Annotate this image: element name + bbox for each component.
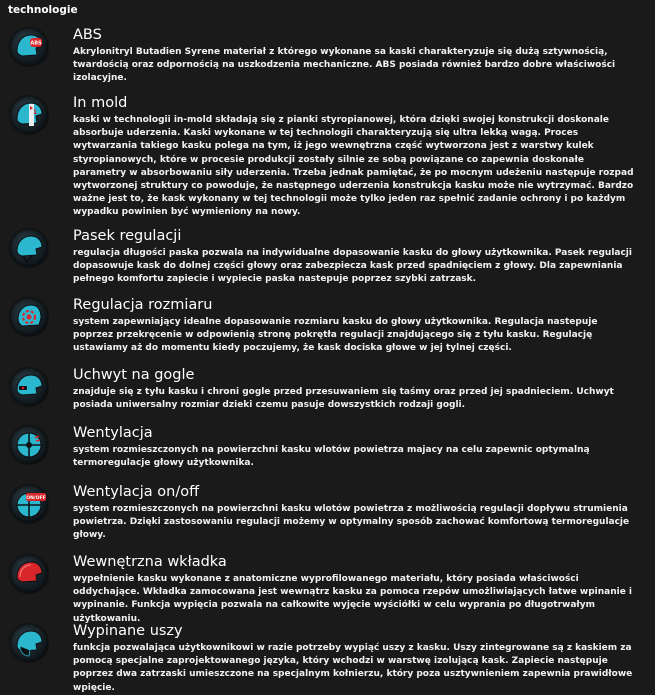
tech-title: Wypinane uszy: [73, 623, 183, 639]
tech-description: kaski w technologii in-mold składają się z pianki styropianowej, która dzięki swojej konstrukcji doskonale absorbuje uderzenia. Kaski wykonane w tej technologii charakteryzują się ultra lekką wagą. Proces wytwarzania takiego kasku polega na tym, iż jego wewnętrzna część wytworzona jest z warstwy kulek styropianowych, które w procesie produkcji zostały silnie ze sobą powiązane co zapewnia doskonałe parametry w absorbowaniu siły uderzenia. Trzeba jednak pamiętać, że po mocnym udeżeniu następuje rozpad wytworzonej struktury co powoduje, że następnego uderzenia konstrukcja kasku może nie wytrzymać. Bardzo ważne jest to, że kask wykonany w tej technologii może tylko jeden raz spełnić zadanie ochrony i po każdym wypadku powinien być wymieniony na nowy.: [73, 115, 634, 218]
tech-title: Wentylacja: [73, 425, 153, 441]
tech-description: funkcja pozwalająca użytkownikowi w razie potrzeby wypiąć uszy z kasku. Uszy zintegrowane są z kaskiem za pomocą specjalne zaprojektowanego języka, który wchodzi w warstwę izolującą kask. Zapiecie następuje poprzez dwa zatrzaski umieszczone na specjalnym kołnierzu, który poza usztywnieniem zapewnia prawidłowe wpięcie.: [73, 643, 633, 693]
tech-description: wypełnienie kasku wykonane z anatomiczne wyprofilowanego materiału, który posiada właściwości oddychające. Wkładka zamocowana jest wewnątrz kasku za pomoca rzepów umożliwiających łatwe wpinanie i wypinanie. Funkcja wypięcia pozwala na całkowite wyjęcie wyściółki w celu wyprania po długotrwałym użytkowaniu.: [73, 574, 633, 624]
helmet-inmold-icon: [10, 96, 48, 134]
svg-text:1: 1: [33, 109, 38, 116]
tech-description: system rozmieszczonych na powierzchni kasku wlotów powietrza z możliwością regulacji dopływu strumienia powietrza. Dzięki zastosowaniu regulacji możemy w optymalny sposób zachować komfortową termoregulacje głowy.: [73, 504, 630, 541]
tech-description: regulacja długości paska pozwala na indywidualne dopasowanie kasku do głowy użytkownika. Pasek regulacji dopasowuje kask do dolnej części głowy oraz zabezpiecza kask przed spadnięciem z głowy. Dla zapewniania pełnego komfortu zapiecie i wypiecie paska nastepuje poprzez szybki zatrzask.: [73, 248, 632, 285]
tech-title: Regulacja rozmiaru: [73, 297, 213, 313]
onoff-badge: ON/OFF: [26, 496, 46, 501]
tech-title: Wewnętrzna wkładka: [73, 554, 227, 570]
helmet-strap-icon: [10, 229, 48, 267]
tech-title: In mold: [73, 95, 128, 111]
tech-title: Pasek regulacji: [73, 228, 182, 244]
tech-title: Wentylacja on/off: [73, 484, 200, 500]
tech-title: ABS: [73, 27, 102, 43]
helmet-liner-icon: [10, 555, 48, 593]
abs-badge: ABS: [30, 40, 42, 47]
tech-description: system rozmieszczonych na powierzchni kasku wlotów powietrza majacy na celu zapewnic optymalną termoregulacje głowy użytkownika.: [73, 445, 590, 469]
tech-title: Uchwyt na gogle: [73, 367, 195, 383]
helmet-vent-icon: [10, 426, 48, 464]
tech-description: system zapewniający idealne dopasowanie rozmiaru kasku do głowy użytkownika. Regulacja nastepuje poprzez przekręcenie w odpowienią stronę pokrętła regulacji znajdującego się z tyłu kasku. Regulację ustawiamy aż do momentu kiedy poczujemy, że kask dociska głowe w jej tylnej części.: [73, 317, 598, 354]
tech-description: znajduje się z tyłu kasku i chroni gogle przed przesuwaniem się taśmy oraz przed jej spadnieciem. Uchwyt posiada uniwersalny rozmiar dzieki czemu pasuje dowszystkich rodzaji gogli.: [73, 387, 614, 411]
tech-description: Akrylonitryl Butadien Syrene materiał z którego wykonane sa kaski charakteryzuje się dużą sztywnością, twardością oraz odpornością na uszkodzenia mechaniczne. ABS posiada również bardzo dobre właściwości izolacyjne.: [73, 47, 616, 84]
helmet-goggle-clip-icon: [10, 368, 48, 406]
section-title: technologie: [8, 4, 78, 16]
helmet-abs-icon: [10, 28, 48, 66]
helmet-ear-pads-icon: [10, 624, 48, 662]
helmet-size-adjust-icon: [10, 298, 48, 336]
helmet-vent-onoff-icon: [10, 485, 48, 523]
